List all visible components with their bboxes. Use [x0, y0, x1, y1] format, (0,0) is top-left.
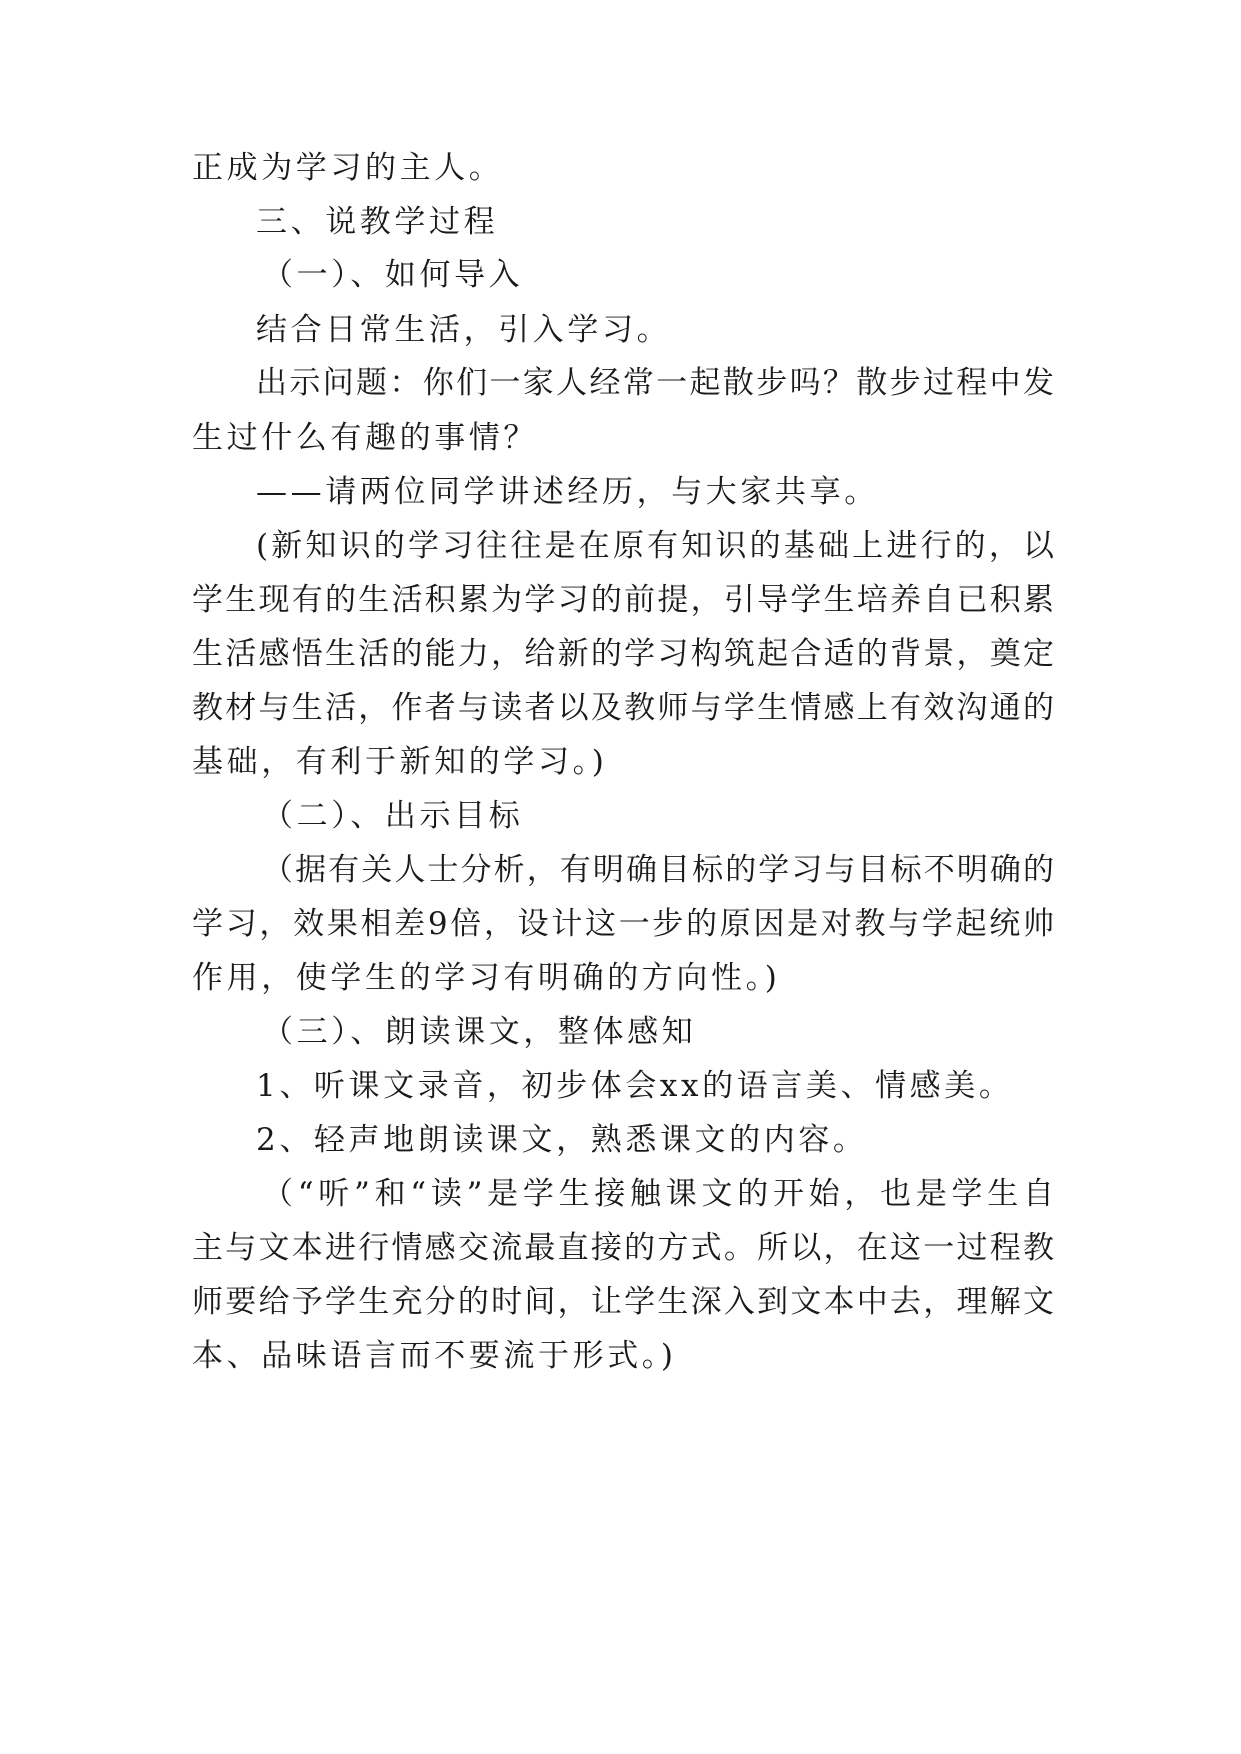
section-heading: 三、说教学过程 [256, 204, 499, 240]
text-line: 生活感悟生活的能力，给新的学习构筑起合适的背景，奠定 [192, 636, 1054, 672]
subsection-heading: （一）、如何导入 [262, 257, 524, 293]
text-line: 1、听课文录音，初步体会xx的语言美、情感美。 [256, 1068, 1014, 1104]
text-line: 2、轻声地朗读课文，熟悉课文的内容。 [256, 1122, 868, 1158]
subsection-heading: （三）、朗读课文，整体感知 [262, 1014, 697, 1050]
text-line: 作用，使学生的学习有明确的方向性。) [192, 960, 781, 996]
text-line: （“听”和“读”是学生接触课文的开始，也是学生自 [262, 1176, 1054, 1212]
text-line: 出示问题：你们一家人经常一起散步吗？散步过程中发 [256, 365, 1054, 401]
text-line: 学生现有的生活积累为学习的前提，引导学生培养自已积累 [192, 582, 1054, 618]
text-line: (新知识的学习往往是在原有知识的基础上进行的，以 [256, 528, 1054, 564]
text-line: 基础，有利于新知的学习。) [192, 744, 608, 780]
text-line: ——请两位同学讲述经历，与大家共享。 [256, 474, 879, 510]
text-line: 生过什么有趣的事情？ [192, 420, 538, 456]
text-line: 主与文本进行情感交流最直接的方式。所以，在这一过程教 [192, 1230, 1054, 1266]
text-line: 教材与生活，作者与读者以及教师与学生情感上有效沟通的 [192, 690, 1054, 726]
text-line: （据有关人士分析，有明确目标的学习与目标不明确的 [262, 852, 1054, 888]
subsection-heading: （二）、出示目标 [262, 798, 524, 834]
text-line: 结合日常生活，引入学习。 [256, 312, 672, 348]
text-line: 本、品味语言而不要流于形式。) [192, 1338, 677, 1374]
text-line: 学习，效果相差9倍，设计这一步的原因是对教与学起统帅 [192, 906, 1054, 942]
text-line: 正成为学习的主人。 [192, 150, 504, 186]
text-line: 师要给予学生充分的时间，让学生深入到文本中去，理解文 [192, 1284, 1054, 1320]
